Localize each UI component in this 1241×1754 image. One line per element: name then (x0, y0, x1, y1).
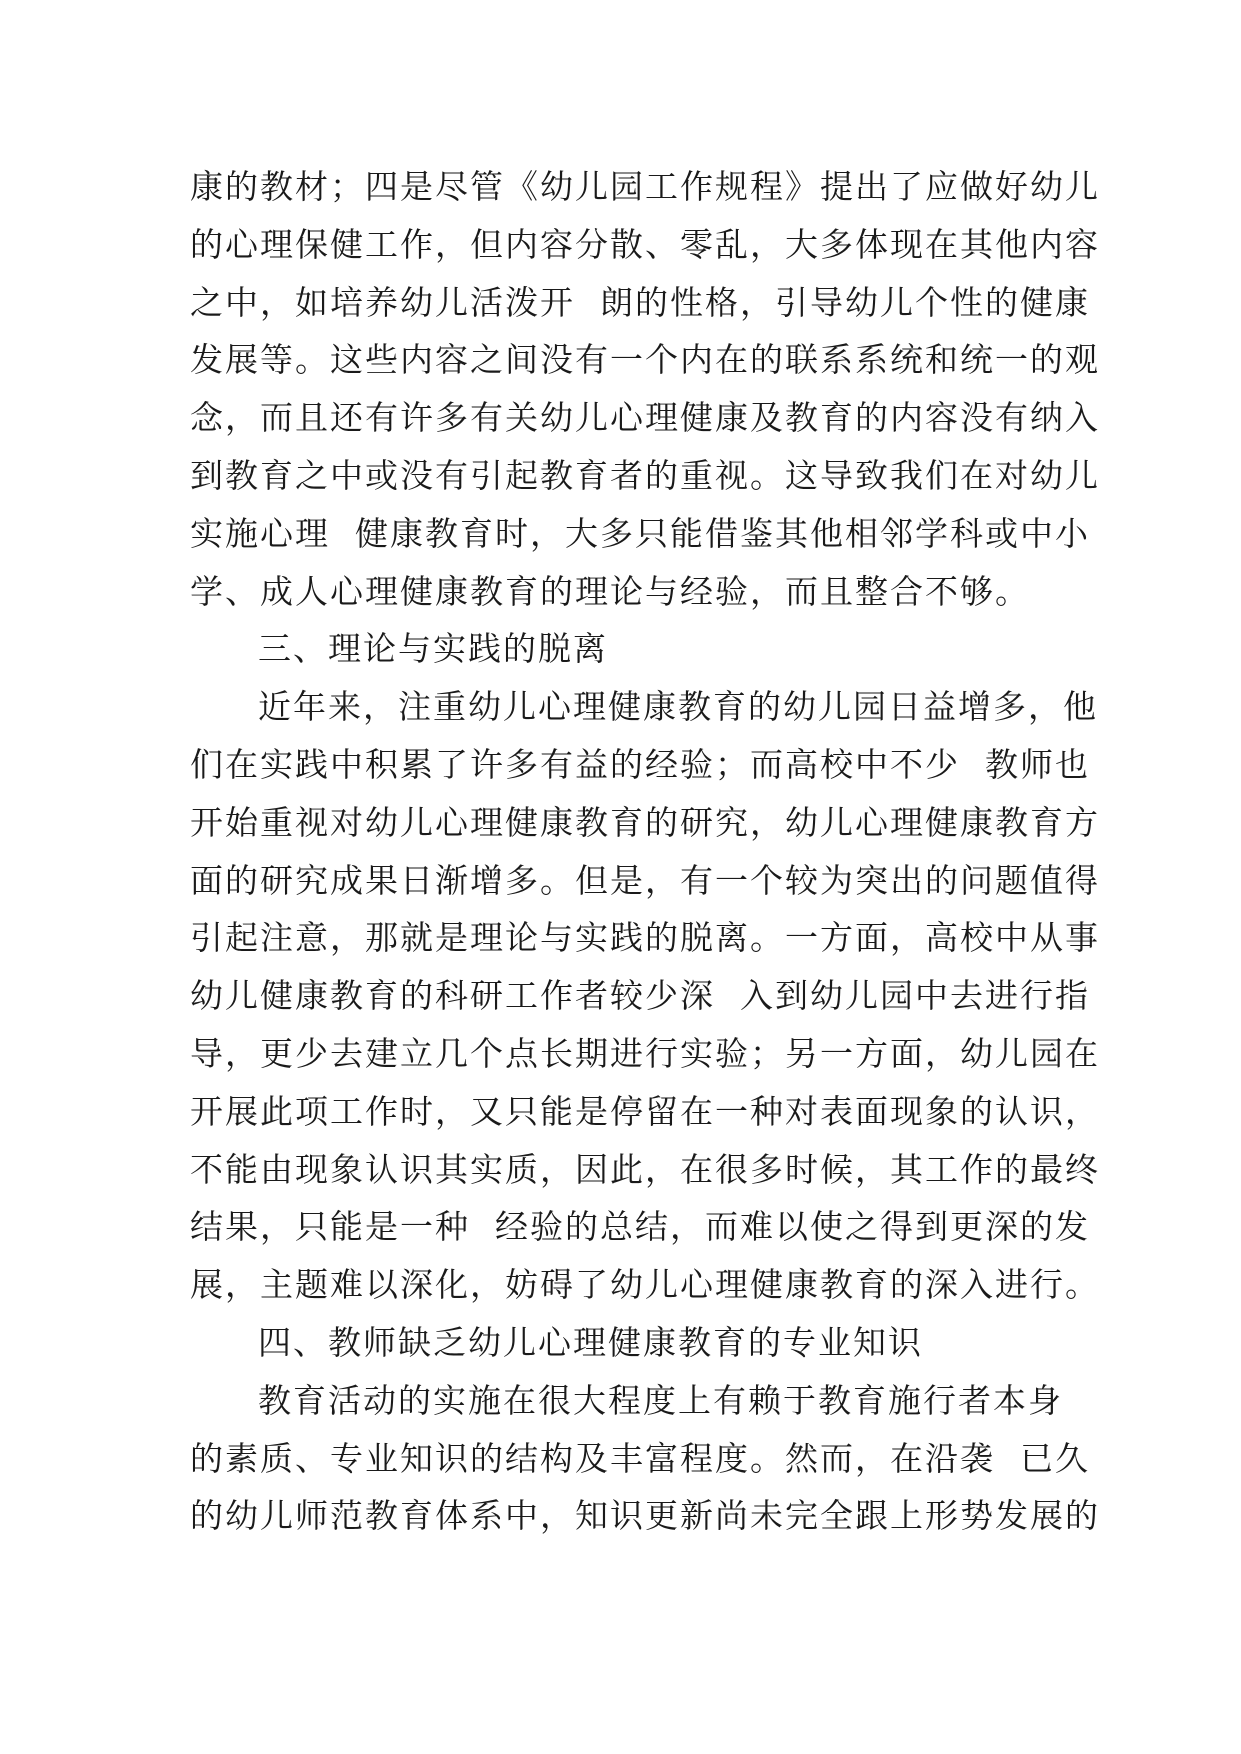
text-line: 开始重视对幼儿心理健康教育的研究，幼儿心理健康教育方 (190, 802, 1100, 842)
paragraph-theory-practice (190, 678, 1100, 1314)
text-line: 结果，只能是一种 经验的总结，而难以使之得到更深的发 (190, 1207, 1090, 1247)
paragraph-teacher-knowledge (190, 1372, 1100, 1545)
body-text (190, 158, 1100, 1545)
section-heading-3: 三、理论与实践的脱离 (258, 629, 608, 669)
text-line: 展，主题难以深化，妨碍了幼儿心理健康教育的深入进行。 (190, 1265, 1100, 1305)
text-line: 教育活动的实施在很大程度上有赖于教育施行者本身 (258, 1380, 1063, 1420)
text-line: 的心理保健工作，但内容分散、零乱，大多体现在其他内容 (190, 224, 1100, 264)
text-line: 近年来，注重幼儿心理健康教育的幼儿园日益增多，他 (258, 687, 1098, 727)
text-line: 之中，如培养幼儿活泼开 朗的性格，引导幼儿个性的健康 (190, 282, 1090, 322)
text-line: 引起注意，那就是理论与实践的脱离。一方面，高校中从事 (190, 918, 1100, 958)
text-line: 发展等。这些内容之间没有一个内在的联系系统和统一的观 (190, 340, 1100, 380)
text-line: 不能由现象认识其实质，因此，在很多时候，其工作的最终 (190, 1149, 1100, 1189)
section-heading-4: 四、教师缺乏幼儿心理健康教育的专业知识 (258, 1322, 923, 1362)
text-line: 念，而且还有许多有关幼儿心理健康及教育的内容没有纳入 (190, 398, 1100, 438)
text-line: 幼儿健康教育的科研工作者较少深 入到幼儿园中去进行指 (190, 976, 1090, 1016)
text-line: 导，更少去建立几个点长期进行实验；另一方面，幼儿园在 (190, 1033, 1100, 1073)
text-line: 的幼儿师范教育体系中，知识更新尚未完全跟上形势发展的 (190, 1496, 1100, 1536)
text-line: 实施心理 健康教育时，大多只能借鉴其他相邻学科或中小 (190, 513, 1090, 553)
text-line: 到教育之中或没有引起教育者的重视。这导致我们在对幼儿 (190, 455, 1100, 495)
paragraph-continued (190, 158, 1100, 620)
text-line: 的素质、专业知识的结构及丰富程度。然而，在沿袭 已久 (190, 1438, 1090, 1478)
text-line: 康的教材；四是尽管《幼儿园工作规程》提出了应做好幼儿 (190, 167, 1100, 206)
text-line: 开展此项工作时，又只能是停留在一种对表面现象的认识， (190, 1091, 1100, 1131)
text-line: 学、成人心理健康教育的理论与经验，而且整合不够。 (190, 571, 1030, 611)
text-line: 们在实践中积累了许多有益的经验；而高校中不少 教师也 (190, 744, 1090, 784)
text-line: 面的研究成果日渐增多。但是，有一个较为突出的问题值得 (190, 860, 1100, 900)
